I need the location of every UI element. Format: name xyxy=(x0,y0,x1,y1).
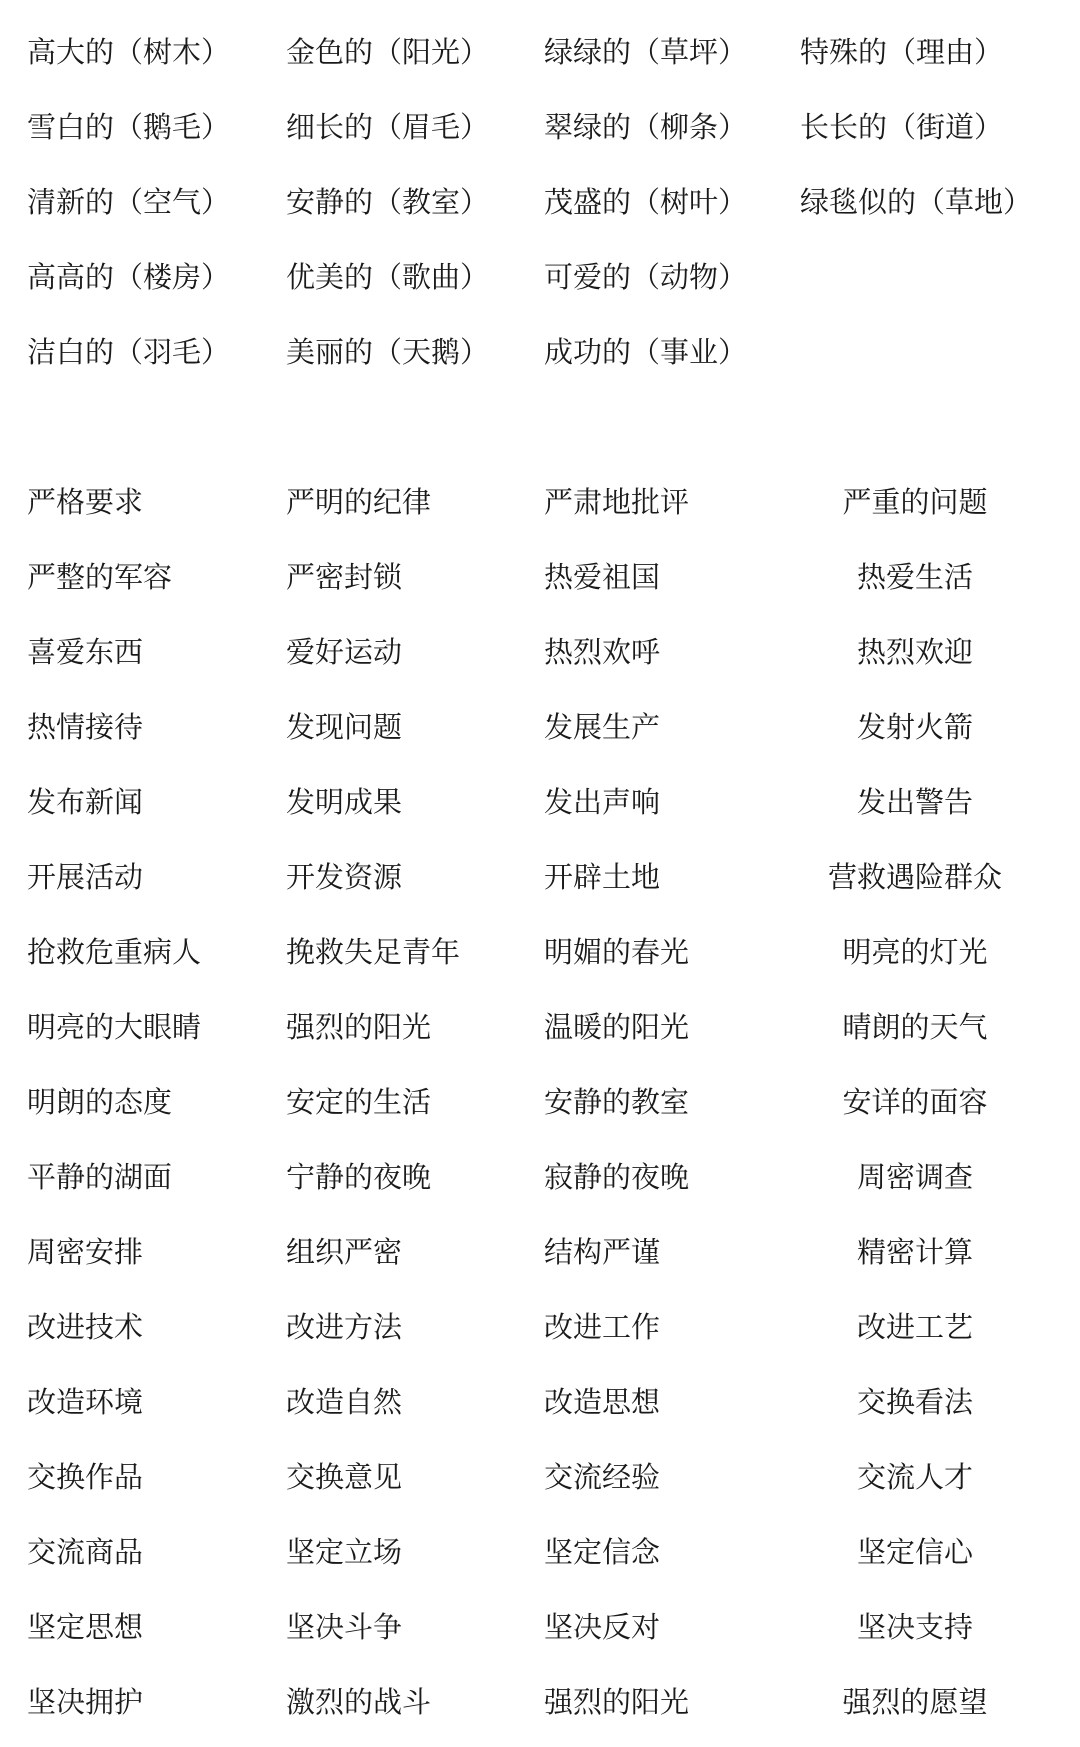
phrase-item: 结构严谨 xyxy=(544,1235,661,1269)
phrase-item: 强烈的阳光 xyxy=(286,1010,432,1044)
phrase-item: 发出警告 xyxy=(856,785,973,819)
phrase-item: 强烈的阳光 xyxy=(544,1685,690,1719)
phrase-item: 周密安排 xyxy=(27,1235,144,1269)
table-row xyxy=(0,322,1080,397)
table-row xyxy=(0,1297,1080,1372)
phrase-item: 改进技术 xyxy=(27,1310,144,1344)
phrase-item: 热烈欢迎 xyxy=(856,635,973,669)
phrase-item: 明亮的大眼睛 xyxy=(27,1010,202,1044)
phrase-item: 翠绿的（柳条） xyxy=(544,110,748,144)
phrase-item: 坚决拥护 xyxy=(27,1685,144,1719)
phrase-item: 改进方法 xyxy=(286,1310,403,1344)
phrase-item: 明媚的春光 xyxy=(544,935,690,969)
phrase-item: 清新的（空气） xyxy=(27,185,231,219)
phrase-item: 交换作品 xyxy=(27,1460,144,1494)
table-row xyxy=(0,22,1080,97)
word-phrase-section xyxy=(0,472,1080,1747)
phrase-item: 交换看法 xyxy=(856,1385,973,1419)
phrase-item: 明亮的灯光 xyxy=(842,935,988,969)
phrase-item: 发射火箭 xyxy=(856,710,973,744)
phrase-item: 发布新闻 xyxy=(27,785,144,819)
table-row xyxy=(0,1372,1080,1447)
phrase-item: 开展活动 xyxy=(27,860,144,894)
table-row xyxy=(0,622,1080,697)
phrase-item: 洁白的（羽毛） xyxy=(27,335,231,369)
table-row xyxy=(0,1072,1080,1147)
table-row xyxy=(0,247,1080,322)
phrase-item: 美丽的（天鹅） xyxy=(286,335,490,369)
phrase-item: 精密计算 xyxy=(856,1235,973,1269)
phrase-item: 高高的（楼房） xyxy=(27,260,231,294)
phrase-item: 成功的（事业） xyxy=(544,335,748,369)
phrase-item: 特殊的（理由） xyxy=(800,35,1004,69)
phrase-item: 改进工艺 xyxy=(856,1310,973,1344)
phrase-item: 热情接待 xyxy=(27,710,144,744)
table-row xyxy=(0,847,1080,922)
phrase-item: 可爱的（动物） xyxy=(544,260,748,294)
phrase-item: 挽救失足青年 xyxy=(286,935,461,969)
phrase-item: 营救遇险群众 xyxy=(827,860,1002,894)
table-row xyxy=(0,172,1080,247)
phrase-item: 热爱生活 xyxy=(856,560,973,594)
phrase-item: 安静的（教室） xyxy=(286,185,490,219)
phrase-item: 爱好运动 xyxy=(286,635,403,669)
phrase-item: 坚定立场 xyxy=(286,1535,403,1569)
table-row xyxy=(0,772,1080,847)
phrase-item: 坚决支持 xyxy=(856,1610,973,1644)
phrase-item: 改造环境 xyxy=(27,1385,144,1419)
phrase-item: 交流人才 xyxy=(856,1460,973,1494)
phrase-item: 雪白的（鹅毛） xyxy=(27,110,231,144)
phrase-item: 平静的湖面 xyxy=(27,1160,173,1194)
phrase-item: 喜爱东西 xyxy=(27,635,144,669)
table-row xyxy=(0,697,1080,772)
phrase-item: 绿绿的（草坪） xyxy=(544,35,748,69)
phrase-item: 坚定信念 xyxy=(544,1535,661,1569)
phrase-item: 明朗的态度 xyxy=(27,1085,173,1119)
phrase-item: 发展生产 xyxy=(544,710,661,744)
phrase-item: 晴朗的天气 xyxy=(842,1010,988,1044)
phrase-item: 坚定信心 xyxy=(856,1535,973,1569)
phrase-item: 高大的（树木） xyxy=(27,35,231,69)
phrase-item: 热爱祖国 xyxy=(544,560,661,594)
phrase-item: 热烈欢呼 xyxy=(544,635,661,669)
phrase-item: 严密封锁 xyxy=(286,560,403,594)
phrase-item: 发出声响 xyxy=(544,785,661,819)
phrase-item: 改进工作 xyxy=(544,1310,661,1344)
phrase-item: 安定的生活 xyxy=(286,1085,432,1119)
phrase-item: 绿毯似的（草地） xyxy=(800,185,1033,219)
phrase-item: 严整的军容 xyxy=(27,560,173,594)
phrase-item: 安详的面容 xyxy=(842,1085,988,1119)
phrase-item: 金色的（阳光） xyxy=(286,35,490,69)
table-row xyxy=(0,922,1080,997)
phrase-item: 温暖的阳光 xyxy=(544,1010,690,1044)
phrase-item: 组织严密 xyxy=(286,1235,403,1269)
phrase-item: 激烈的战斗 xyxy=(286,1685,432,1719)
phrase-item: 严肃地批评 xyxy=(544,485,690,519)
table-row xyxy=(0,1147,1080,1222)
phrase-item: 改造自然 xyxy=(286,1385,403,1419)
phrase-item: 严明的纪律 xyxy=(286,485,432,519)
table-row xyxy=(0,1672,1080,1747)
adjective-noun-section xyxy=(0,22,1080,397)
phrase-item: 开辟土地 xyxy=(544,860,661,894)
phrase-item: 开发资源 xyxy=(286,860,403,894)
table-row xyxy=(0,1222,1080,1297)
table-row xyxy=(0,1447,1080,1522)
phrase-item: 细长的（眉毛） xyxy=(286,110,490,144)
phrase-item: 安静的教室 xyxy=(544,1085,690,1119)
phrase-item: 周密调查 xyxy=(856,1160,973,1194)
table-row xyxy=(0,97,1080,172)
phrase-item: 长长的（街道） xyxy=(800,110,1004,144)
phrase-item: 坚定思想 xyxy=(27,1610,144,1644)
table-row xyxy=(0,1597,1080,1672)
phrase-item: 严格要求 xyxy=(27,485,144,519)
phrase-item: 坚决斗争 xyxy=(286,1610,403,1644)
table-row xyxy=(0,997,1080,1072)
phrase-item: 严重的问题 xyxy=(842,485,988,519)
phrase-item: 茂盛的（树叶） xyxy=(544,185,748,219)
phrase-item: 改造思想 xyxy=(544,1385,661,1419)
phrase-item: 抢救危重病人 xyxy=(27,935,202,969)
phrase-item: 坚决反对 xyxy=(544,1610,661,1644)
table-row xyxy=(0,547,1080,622)
phrase-item: 交流商品 xyxy=(27,1535,144,1569)
table-row xyxy=(0,472,1080,547)
phrase-item: 发现问题 xyxy=(286,710,403,744)
phrase-item: 发明成果 xyxy=(286,785,403,819)
phrase-item: 宁静的夜晚 xyxy=(286,1160,432,1194)
phrase-item: 交换意见 xyxy=(286,1460,403,1494)
table-row xyxy=(0,1522,1080,1597)
phrase-item: 寂静的夜晚 xyxy=(544,1160,690,1194)
phrase-item: 强烈的愿望 xyxy=(842,1685,988,1719)
phrase-item: 交流经验 xyxy=(544,1460,661,1494)
phrase-item: 优美的（歌曲） xyxy=(286,260,490,294)
